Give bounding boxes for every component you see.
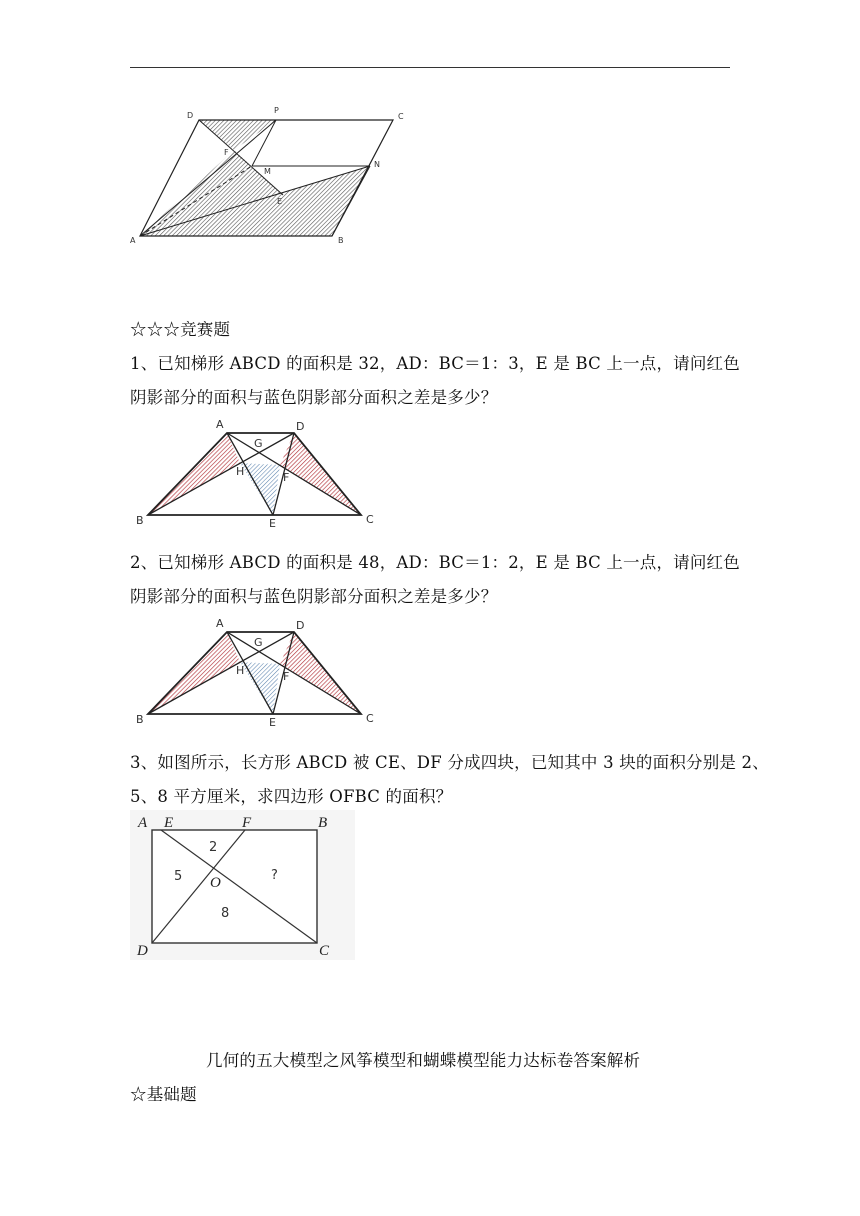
t1-label-B: B [136, 514, 144, 527]
area-left: 5 [174, 869, 183, 884]
t1-label-C: C [366, 513, 374, 526]
label-A: A [130, 236, 136, 245]
rect-label-F: F [242, 815, 252, 831]
label-N: N [374, 160, 380, 169]
t2-label-D: D [296, 619, 305, 632]
answer-title: 几何的五大模型之风筝模型和蝴蝶模型能力达标卷答案解析 [206, 1051, 641, 1070]
answer-subtitle: ☆基础题 [130, 1085, 197, 1104]
area-right: ? [271, 868, 278, 883]
t1-label-D: D [296, 420, 305, 433]
area-bottom: 8 [221, 906, 230, 921]
t1-label-F: F [283, 471, 290, 484]
t2-label-F: F [283, 670, 290, 683]
problem-2-line-1: 2、已知梯形 ABCD 的面积是 48，AD：BC＝1：2，E 是 BC 上一点，请问红色 [130, 553, 740, 572]
label-C: C [398, 112, 404, 121]
rectangle-figure [130, 810, 355, 960]
t2-label-B: B [136, 713, 144, 726]
trapezoid-figure-1 [130, 415, 380, 530]
t2-label-E: E [269, 716, 276, 729]
rect-label-O: O [210, 875, 221, 891]
problem-2-line-2: 阴影部分的面积与蓝色阴影部分面积之差是多少？ [130, 587, 498, 606]
t2-label-G: G [254, 636, 263, 649]
rect-label-B: B [318, 815, 328, 831]
label-P: P [274, 106, 279, 115]
t2-label-H: H [236, 664, 245, 677]
problem-1-line-1: 1、已知梯形 ABCD 的面积是 32，AD：BC＝1：3，E 是 BC 上一点，请问红色 [130, 354, 740, 373]
problem-1-line-2: 阴影部分的面积与蓝色阴影部分面积之差是多少？ [130, 388, 498, 407]
label-E: E [277, 197, 283, 206]
rect-label-C: C [319, 943, 330, 959]
t1-label-G: G [254, 437, 263, 450]
problem-3-line-1: 3、如图所示，长方形 ABCD 被 CE、DF 分成四块，已知其中 3 块的面积分别是 2、 [130, 753, 769, 772]
header-rule [130, 67, 730, 68]
t1-label-E: E [269, 517, 276, 530]
area-top: 2 [209, 840, 218, 855]
label-B: B [338, 236, 344, 245]
label-D: D [187, 111, 194, 120]
rect-label-E: E [164, 815, 174, 831]
rect-label-D: D [137, 943, 148, 959]
t2-label-A: A [216, 617, 224, 630]
label-F: F [224, 148, 229, 157]
t1-label-A: A [216, 418, 224, 431]
t1-label-H: H [236, 465, 245, 478]
problem-3-line-2: 5、8 平方厘米，求四边形 OFBC 的面积？ [130, 787, 453, 806]
section-title: ☆☆☆竞赛题 [130, 320, 231, 339]
t2-label-C: C [366, 712, 374, 725]
parallelogram-figure [125, 100, 415, 250]
label-M: M [264, 167, 271, 176]
rect-label-A: A [138, 815, 148, 831]
trapezoid-figure-2 [130, 614, 380, 729]
